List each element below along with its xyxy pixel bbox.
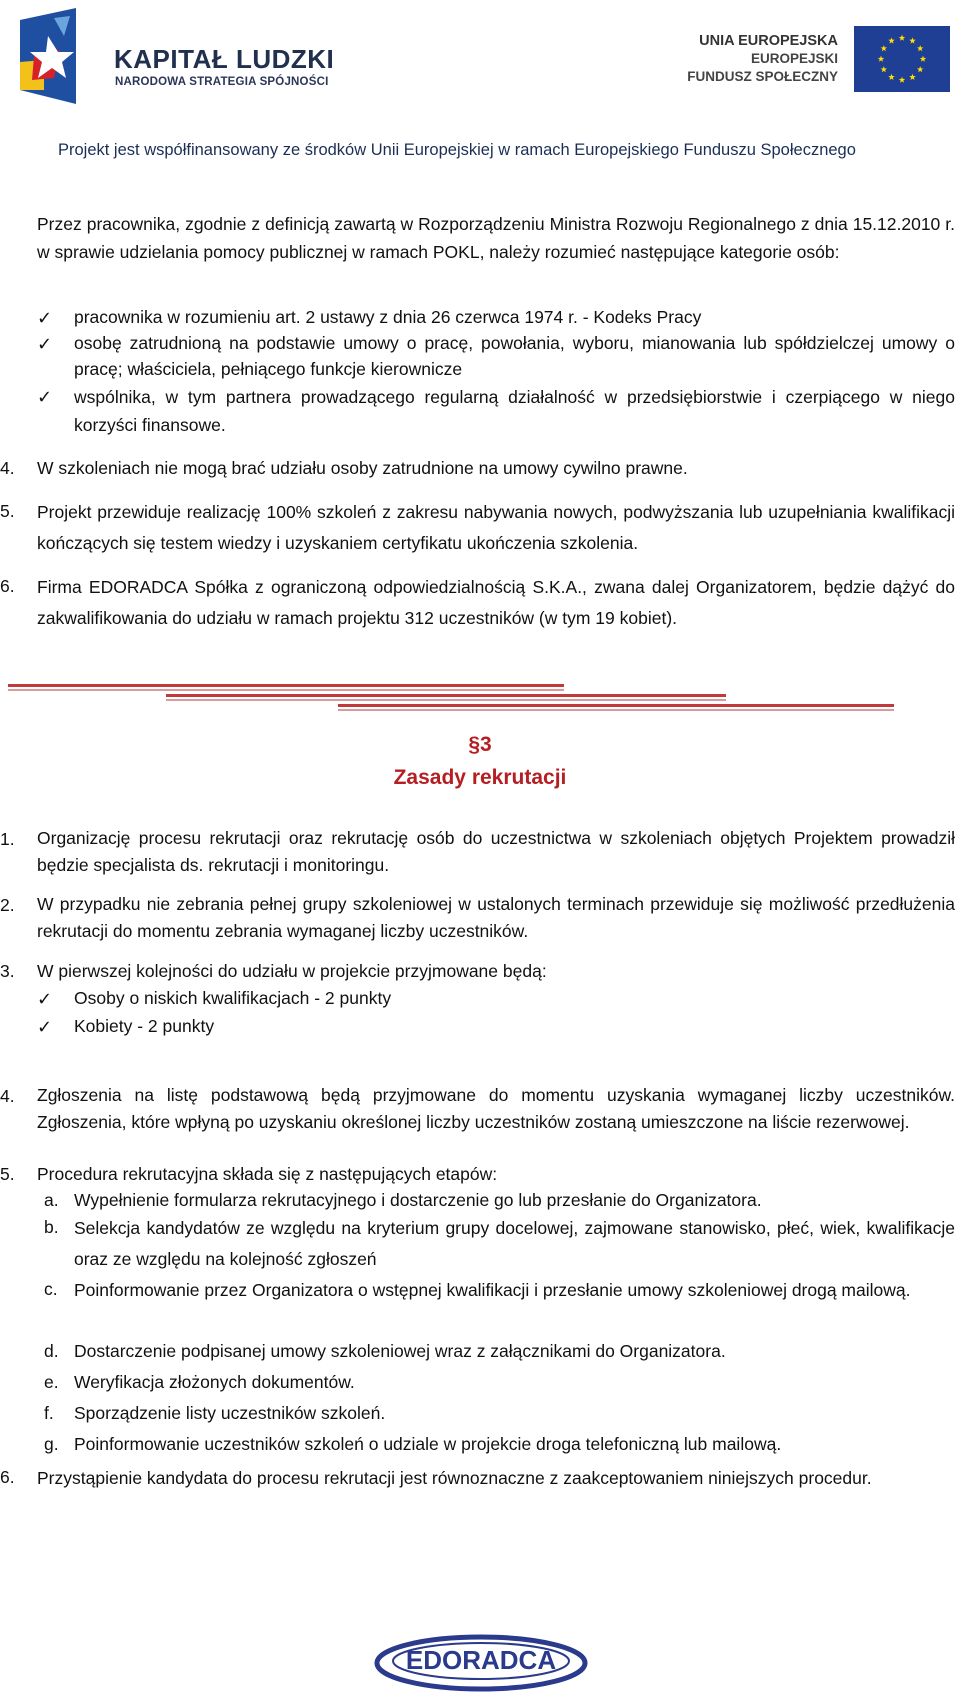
list-item: Przystąpienie kandydata do procesu rekrutacji jest równoznaczne z zaakceptowaniem niniejszych procedur. (37, 1468, 872, 1488)
intro-check-item: wspólnika, w tym partnera prowadzącego regularną działalność w przedsiębiorstwie i czerpiącego w niego korzyści finansowe. (74, 387, 955, 435)
item-number: 6. (0, 1467, 15, 1487)
check-icon: ✓ (37, 387, 53, 407)
eu-label (687, 32, 838, 86)
stage-letter: f. (44, 1403, 54, 1423)
stage-item: Wypełnienie formularza rekrutacyjnego i dostarczenie go lub przesłanie do Organizatora. (74, 1190, 762, 1210)
stage-item: Poinformowanie przez Organizatora o wstępnej kwalifikacji i przesłanie umowy szkoleniowej drogą mailową. (74, 1280, 911, 1300)
item-number: 4. (0, 1086, 15, 1106)
stage-item: Weryfikacja złożonych dokumentów. (74, 1372, 355, 1392)
list-item: Zgłoszenia na listę podstawową będą przyjmowane do momentu uzyskania wymaganej liczby uczestników. Zgłoszenia, które wpłyną po uzyskaniu określonej liczby uczestników zostaną umieszczone na liście rezerwowej. (37, 1085, 955, 1132)
eu-line-2: EUROPEJSKI (750, 51, 838, 66)
list-item: Procedura rekrutacyjna składa się z następujących etapów: (37, 1164, 498, 1184)
stage-letter: d. (44, 1341, 59, 1361)
edoradca-logo (372, 1625, 590, 1695)
list-item: Projekt przewiduje realizację 100% szkoleń z zakresu nabywania nowych, podwyższania lub uzupełniania kwalifikacji kończących się testem wiedzy i uzyskaniem certyfikatu ukończenia szkolenia. (37, 502, 955, 553)
intro-check-item: pracownika w rozumieniu art. 2 ustawy z dnia 26 czerwca 1974 r. - Kodeks Pracy (74, 307, 702, 327)
cofinancing-note: Projekt jest współfinansowany ze środków Unii Europejskiej w ramach Europejskiego Funduszu Społecznego (58, 141, 856, 159)
stage-letter: c. (44, 1279, 58, 1299)
item-number: 5. (0, 1164, 15, 1184)
intro-paragraph: Przez pracownika, zgodnie z definicją zawartą w Rozporządzeniu Ministra Rozwoju Regionalnego z dnia 15.12.2010 r. w sprawie udzielania pomocy publicznej w ramach POKL, należy rozumieć następujące kategorie osób: (37, 214, 955, 262)
kapital-ludzki-subtitle: NARODOWA STRATEGIA SPÓJNOŚCI (115, 76, 329, 88)
stage-letter: b. (44, 1217, 59, 1237)
list-item: Organizację procesu rekrutacji oraz rekrutację osób do uczestnictwa w szkoleniach objętych Projektem prowadził będzie specjalista ds. rekrutacji i monitoringu. (37, 828, 955, 875)
stage-item: Selekcja kandydatów ze względu na kryterium grupy docelowej, zajmowane stanowisko, płeć, wiek, kwalifikacje oraz ze względu na kolejność zgłoszeń (74, 1218, 955, 1269)
stage-letter: e. (44, 1372, 59, 1392)
eu-flag-icon (854, 26, 950, 92)
item-number: 2. (0, 895, 15, 915)
list-item: W przypadku nie zebrania pełnej grupy szkoleniowej w ustalonych terminach przewiduje się możliwość przedłużenia rekrutacji do momentu zebrania wymaganej liczby uczestników. (37, 894, 955, 941)
priority-item: Osoby o niskich kwalifikacjach - 2 punkty (74, 988, 392, 1008)
check-icon: ✓ (37, 308, 53, 328)
list-item: W pierwszej kolejności do udziału w projekcie przyjmowane będą: (37, 961, 547, 981)
kapital-ludzki-emblem-icon (14, 6, 94, 106)
kapital-ludzki-logo (14, 6, 335, 106)
check-icon: ✓ (37, 334, 53, 354)
item-number: 1. (0, 829, 15, 849)
stage-item: Dostarczenie podpisanej umowy szkoleniowej wraz z załącznikami do Organizatora. (74, 1341, 726, 1361)
stage-item: Poinformowanie uczestników szkoleń o udziale w projekcie droga telefoniczną lub mailową. (74, 1434, 782, 1454)
item-number: 4. (0, 458, 15, 478)
item-number: 5. (0, 501, 15, 521)
check-icon: ✓ (37, 989, 53, 1009)
list-item: W szkoleniach nie mogą brać udziału osoby zatrudnione na umowy cywilno prawne. (37, 458, 688, 478)
section-title: Zasady rekrutacji (393, 766, 567, 789)
edoradca-logo-text: EDORADCA (405, 1645, 557, 1675)
item-number: 3. (0, 961, 15, 981)
list-item: Firma EDORADCA Spółka z ograniczoną odpowiedzialnością S.K.A., zwana dalej Organizatorem, będzie dążyć do zakwalifikowania do udziału w ramach projektu 312 uczestników (w tym 19 kobiet). (37, 577, 955, 628)
priority-item: Kobiety - 2 punkty (74, 1016, 215, 1036)
eu-line-1: UNIA EUROPEJSKA (699, 33, 838, 49)
eu-line-3: FUNDUSZ SPOŁECZNY (687, 69, 838, 84)
stage-letter: a. (44, 1190, 59, 1210)
intro-check-item: osobę zatrudnioną na podstawie umowy o pracę, powołania, wyboru, mianowania lub spółdzielczej umowy o pracę; właściciela, pełniącego funkcje kierownicze (74, 333, 955, 379)
stage-item: Sporządzenie listy uczestników szkoleń. (74, 1403, 386, 1423)
check-icon: ✓ (37, 1017, 53, 1037)
item-number: 6. (0, 576, 15, 596)
section-number: §3 (468, 733, 492, 756)
stage-letter: g. (44, 1434, 59, 1454)
kapital-ludzki-name: KAPITAŁ LUDZKI (114, 44, 335, 74)
